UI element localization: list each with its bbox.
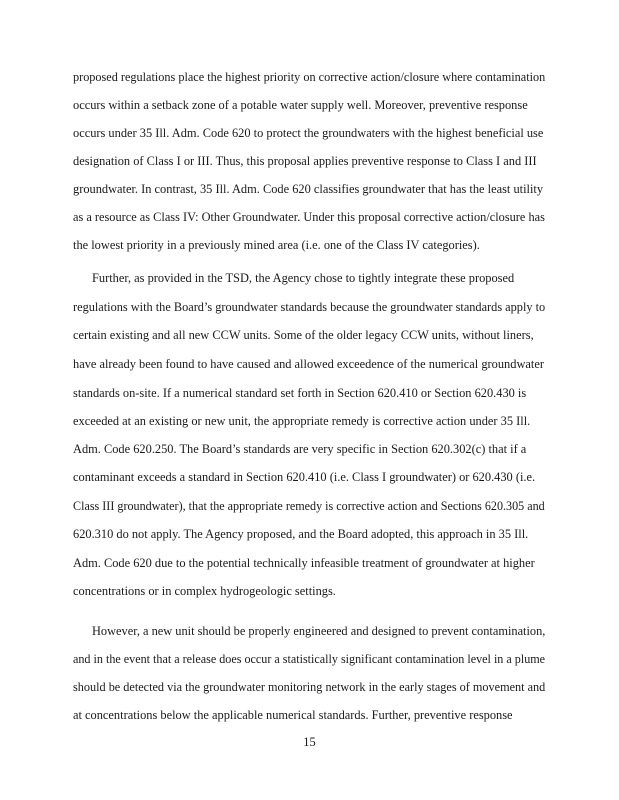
text-line: at concentrations below the applicable numerical standards. Further, preventive response (73, 708, 513, 722)
text-line: occurs under 35 Ill. Adm. Code 620 to protect the groundwaters with the highest beneficial use (73, 126, 544, 140)
text-line: designation of Class I or III. Thus, this proposal applies preventive response to Class I and III (73, 154, 537, 168)
text-line: proposed regulations place the highest priority on corrective action/closure where contamination (73, 70, 546, 84)
text-line: standards on-site. If a numerical standard set forth in Section 620.410 or Section 620.430 is (73, 386, 527, 400)
text-line: Adm. Code 620.250. The Board’s standards are very specific in Section 620.302(c) that if a (73, 442, 527, 456)
text-line: However, a new unit should be properly engineered and designed to prevent contamination, (92, 624, 546, 638)
text-line: Class III groundwater), that the appropriate remedy is corrective action and Sections 620.305 and (73, 499, 545, 513)
text-line: certain existing and all new CCW units. Some of the older legacy CCW units, without liners, (73, 328, 534, 342)
text-line: concentrations or in complex hydrogeologic settings. (73, 584, 336, 598)
text-line: groundwater. In contrast, 35 Ill. Adm. Code 620 classifies groundwater that has the least utility (73, 182, 544, 196)
text-line: occurs within a setback zone of a potable water supply well. Moreover, preventive response (73, 98, 528, 112)
page-number: 15 (303, 735, 316, 749)
text-line: contaminant exceeds a standard in Section 620.410 (i.e. Class I groundwater) or 620.430 (i.e. (73, 470, 536, 484)
text-line: have already been found to have caused and allowed exceedence of the numerical groundwater (73, 357, 544, 371)
text-line: and in the event that a release does occur a statistically significant contamination level in a plume (73, 652, 546, 666)
text-line: Further, as provided in the TSD, the Agency chose to tightly integrate these proposed (92, 271, 515, 285)
text-line: regulations with the Board’s groundwater standards because the groundwater standards apply to (73, 300, 546, 314)
text-line: exceeded at an existing or new unit, the appropriate remedy is corrective action under 35 Ill. (73, 414, 531, 428)
text-line: Adm. Code 620 due to the potential technically infeasible treatment of groundwater at higher (73, 556, 535, 570)
text-line: 620.310 do not apply. The Agency proposed, and the Board adopted, this approach in 35 Ill. (73, 527, 529, 541)
text-line: the lowest priority in a previously mined area (i.e. one of the Class IV categories). (73, 238, 480, 252)
text-line: should be detected via the groundwater monitoring network in the early stages of movement and (73, 680, 546, 694)
text-line: as a resource as Class IV: Other Groundwater. Under this proposal corrective action/closure has (73, 210, 545, 224)
